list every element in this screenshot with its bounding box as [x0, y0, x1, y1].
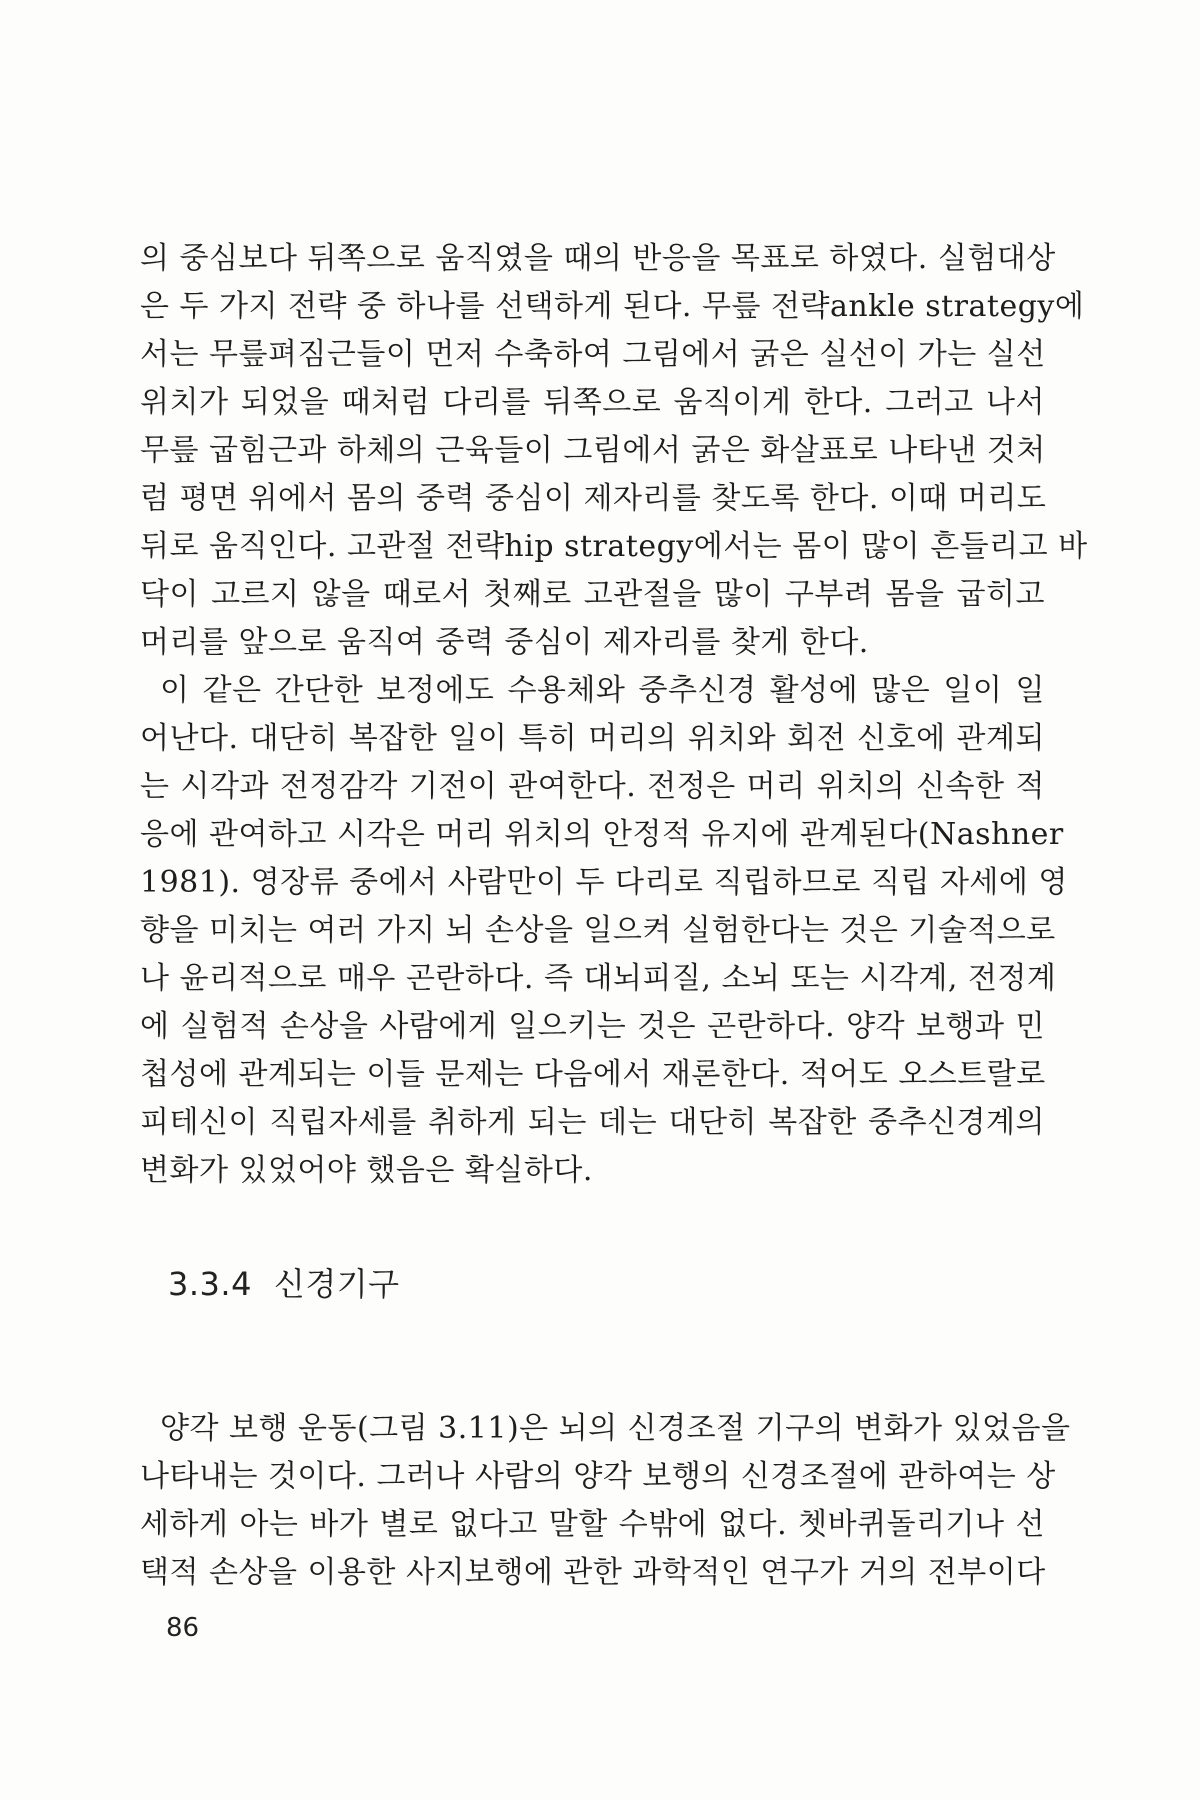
- text-line: 응에 관여하고 시각은 머리 위치의 안정적 유지에 관계된다(Nashner: [140, 817, 1064, 852]
- section-heading: [168, 1260, 400, 1308]
- text-line: 향을 미치는 여러 가지 뇌 손상을 일으켜 실험한다는 것은 기술적으로: [140, 913, 1056, 948]
- text-line: 는 시각과 전정감각 기전이 관여한다. 전정은 머리 위치의 신속한 적: [140, 769, 1045, 804]
- body-text-block-1: [140, 235, 1088, 1195]
- text-line: 의 중심보다 뒤쪽으로 움직였을 때의 반응을 목표로 하였다. 실험대상: [140, 241, 1056, 276]
- text-line: 닥이 고르지 않을 때로서 첫째로 고관절을 많이 구부려 몸을 굽히고: [140, 577, 1045, 612]
- page-number: 86: [166, 1613, 200, 1643]
- text-line: 나타내는 것이다. 그러나 사람의 양각 보행의 신경조절에 관하여는 상: [140, 1459, 1056, 1494]
- text-line: 위치가 되었을 때처럼 다리를 뒤쪽으로 움직이게 한다. 그러고 나서: [140, 385, 1045, 420]
- paragraph-first-line: 이 같은 간단한 보정에도 수용체와 중추신경 활성에 많은 일이 일: [160, 673, 1045, 708]
- text-line: 나 윤리적으로 매우 곤란하다. 즉 대뇌피질, 소뇌 또는 시각계, 전정계: [140, 961, 1057, 996]
- text-line: 무릎 굽힘근과 하체의 근육들이 그림에서 굵은 화살표로 나타낸 것처: [140, 433, 1046, 468]
- paragraph-first-line: 양각 보행 운동(그림 3.11)은 뇌의 신경조절 기구의 변화가 있었음을: [160, 1411, 1071, 1446]
- text-line: 변화가 있었어야 했음은 확실하다.: [140, 1153, 593, 1188]
- text-line: 머리를 앞으로 움직여 중력 중심이 제자리를 찾게 한다.: [140, 625, 869, 660]
- text-line: 서는 무릎펴짐근들이 먼저 수축하여 그림에서 굵은 실선이 가는 실선: [140, 337, 1046, 372]
- text-line: 택적 손상을 이용한 사지보행에 관한 과학적인 연구가 거의 전부이다: [140, 1555, 1046, 1590]
- section-number: 3.3.4: [168, 1265, 252, 1303]
- body-text-block-2: [140, 1405, 1071, 1597]
- text-line: 1981). 영장류 중에서 사람만이 두 다리로 직립하므로 직립 자세에 영: [140, 865, 1068, 900]
- text-line: 첩성에 관계되는 이들 문제는 다음에서 재론한다. 적어도 오스트랄로: [140, 1057, 1046, 1092]
- section-title: 신경기구: [273, 1265, 400, 1303]
- text-line: 에 실험적 손상을 사람에게 일으키는 것은 곤란하다. 양각 보행과 민: [140, 1009, 1045, 1044]
- text-line: 피테신이 직립자세를 취하게 되는 데는 대단히 복잡한 중추신경계의: [140, 1105, 1045, 1140]
- text-line: 어난다. 대단히 복잡한 일이 특히 머리의 위치와 회전 신호에 관계되: [140, 721, 1045, 756]
- text-line: 세하게 아는 바가 별로 없다고 말할 수밖에 없다. 쳇바퀴돌리기나 선: [140, 1507, 1045, 1542]
- text-line: 럼 평면 위에서 몸의 중력 중심이 제자리를 찾도록 한다. 이때 머리도: [140, 481, 1047, 516]
- text-line: 은 두 가지 전략 중 하나를 선택하게 된다. 무릎 전략ankle strategy에: [140, 289, 1085, 324]
- text-line: 뒤로 움직인다. 고관절 전략hip strategy에서는 몸이 많이 흔들리고 바: [140, 529, 1088, 564]
